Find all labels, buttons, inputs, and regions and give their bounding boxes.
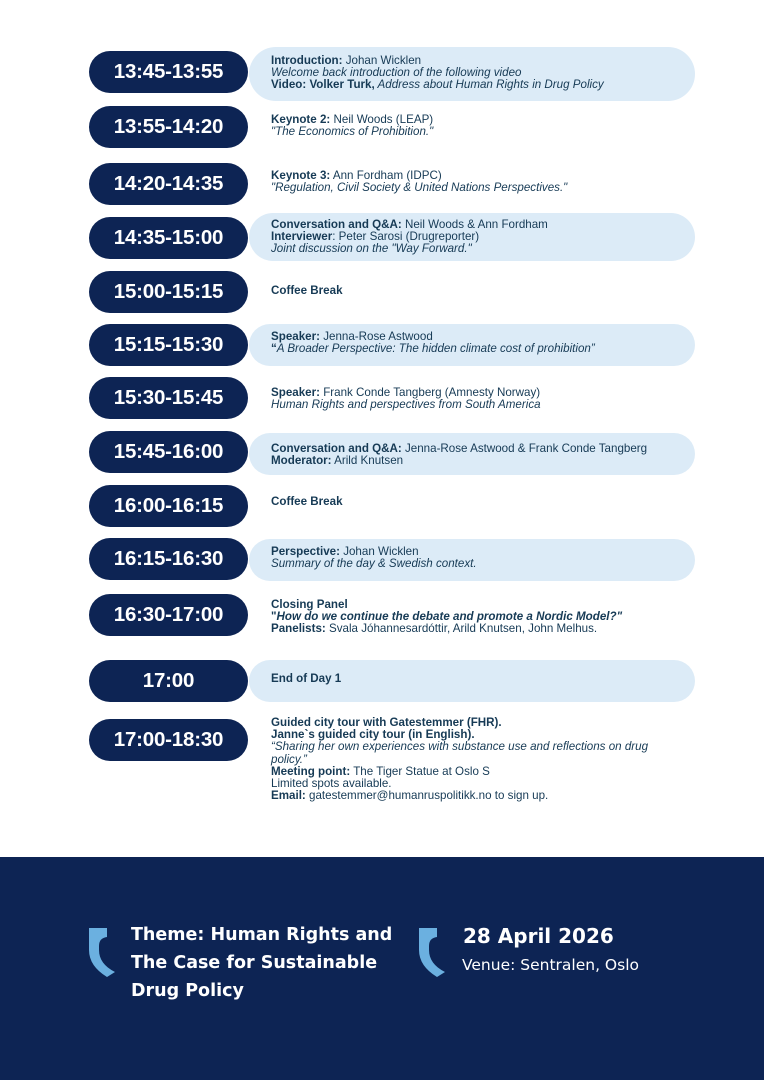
session-details [271, 717, 687, 802]
line-italic: "The Economics of Prohibition." [271, 125, 434, 139]
session-details [271, 599, 687, 636]
time-pill: 13:45-13:55 [89, 51, 248, 93]
line-text: Jenna-Rose Astwood & Frank Conde Tangberg [401, 442, 648, 455]
session-line [271, 790, 687, 802]
session-line [271, 79, 687, 91]
line-bold: Keynote 3: [271, 169, 331, 182]
line-italic: Address about Human Rights in Drug Policy [374, 78, 604, 92]
time-pill: 15:15-15:30 [89, 324, 248, 366]
line-bold: Conversation and Q&A: [271, 442, 402, 455]
footer-venue: Venue: Sentralen, Oslo [462, 956, 640, 974]
session-details [271, 331, 687, 355]
session-details [271, 219, 687, 256]
line-bold: Closing Panel [271, 598, 348, 611]
time-pill: 15:45-16:00 [89, 431, 248, 473]
session-details [271, 496, 687, 508]
session-details [271, 546, 687, 570]
line-bold: Interviewer [271, 230, 333, 244]
line-bold: Introduction: [271, 54, 343, 67]
line-text: The Tiger Statue at Oslo S [350, 764, 490, 778]
line-bold: Speaker: [271, 386, 320, 399]
line-text: : Peter Sarosi (Drugreporter) [332, 230, 480, 244]
line-bold-italic: How do we continue the debate and promote a Nordic Model?" [276, 610, 623, 624]
line-italic: A Broader Perspective: The hidden climate cost of prohibition” [276, 342, 595, 356]
line-text: Svala Jóhannesardóttir, Arild Knutsen, John Melhus. [325, 622, 598, 636]
time-pill: 16:30-17:00 [89, 594, 248, 636]
time-pill: 14:35-15:00 [89, 217, 248, 259]
line-bold: Janne`s guided city tour (in English). [271, 728, 475, 742]
line-italic: Summary of the day & Swedish context. [271, 557, 477, 571]
line-bold: Keynote 2: [271, 113, 331, 126]
session-details [271, 443, 687, 467]
line-text: Ann Fordham (IDPC) [330, 169, 442, 182]
line-bold: Meeting point: [271, 764, 351, 778]
session-details [271, 55, 687, 92]
time-pill: 15:30-15:45 [89, 377, 248, 419]
time-pill: 17:00-18:30 [89, 719, 248, 761]
line-bold: Perspective: [271, 545, 340, 558]
line-text: Johan Wicklen [339, 545, 419, 558]
line-text: gatestemmer@humanruspolitikk.no to sign up. [305, 789, 549, 803]
session-line [271, 182, 687, 194]
line-bold: Moderator: [271, 454, 332, 468]
session-line [271, 126, 687, 138]
footer-theme: Theme: Human Rights and The Case for Sustainable Drug Policy [131, 925, 393, 1001]
line-italic: Joint discussion on the "Way Forward." [271, 242, 472, 256]
time-pill: 16:00-16:15 [89, 485, 248, 527]
line-bold: Video: Volker Turk, [271, 78, 375, 92]
line-bold: Guided city tour with Gatestemmer (FHR). [271, 716, 502, 729]
session-line [271, 285, 687, 297]
session-line [271, 623, 687, 635]
line-text: Jenna-Rose Astwood [319, 330, 433, 343]
time-pill: 15:00-15:15 [89, 271, 248, 313]
session-line [271, 496, 687, 508]
line-bold: Email: [271, 789, 306, 803]
line-italic: Human Rights and perspectives from South America [271, 398, 541, 412]
line-italic: Welcome back introduction of the following video [271, 66, 522, 80]
session-details [271, 285, 687, 297]
logo-mark-icon [89, 928, 115, 977]
time-pill: 13:55-14:20 [89, 106, 248, 148]
line-text: Neil Woods & Ann Fordham [401, 218, 548, 231]
footer-date: 28 April 2026 [463, 924, 614, 948]
line-text: Limited spots available. [271, 777, 392, 791]
line-italic: "Regulation, Civil Society & United Nations Perspectives." [271, 181, 568, 195]
line-bold: Coffee Break [271, 284, 343, 297]
time-pill: 16:15-16:30 [89, 538, 248, 580]
line-text: Neil Woods (LEAP) [330, 113, 434, 126]
time-pill: 17:00 [89, 660, 248, 702]
logo-mark-icon [419, 928, 445, 977]
line-bold: Conversation and Q&A: [271, 218, 402, 231]
line-bold: Panelists: [271, 622, 326, 636]
line-bold: " [271, 610, 277, 624]
line-bold: End of Day 1 [271, 672, 342, 685]
line-text: Johan Wicklen [342, 54, 422, 67]
session-line [271, 673, 687, 685]
line-bold: “ [271, 342, 277, 356]
session-line [271, 558, 687, 570]
session-details [271, 673, 687, 685]
session-line [271, 455, 687, 467]
session-details [271, 114, 687, 138]
line-text: Arild Knutsen [331, 454, 404, 468]
session-line [271, 399, 687, 411]
session-details [271, 387, 687, 411]
session-line [271, 741, 687, 765]
session-line [271, 243, 687, 255]
session-details [271, 170, 687, 194]
time-pill: 14:20-14:35 [89, 163, 248, 205]
line-italic: “Sharing her own experiences with substance use and reflections on drug policy.” [271, 740, 649, 766]
line-text: Frank Conde Tangberg (Amnesty Norway) [319, 386, 541, 399]
line-bold: Coffee Break [271, 495, 343, 508]
session-line [271, 343, 687, 355]
line-bold: Speaker: [271, 330, 320, 343]
